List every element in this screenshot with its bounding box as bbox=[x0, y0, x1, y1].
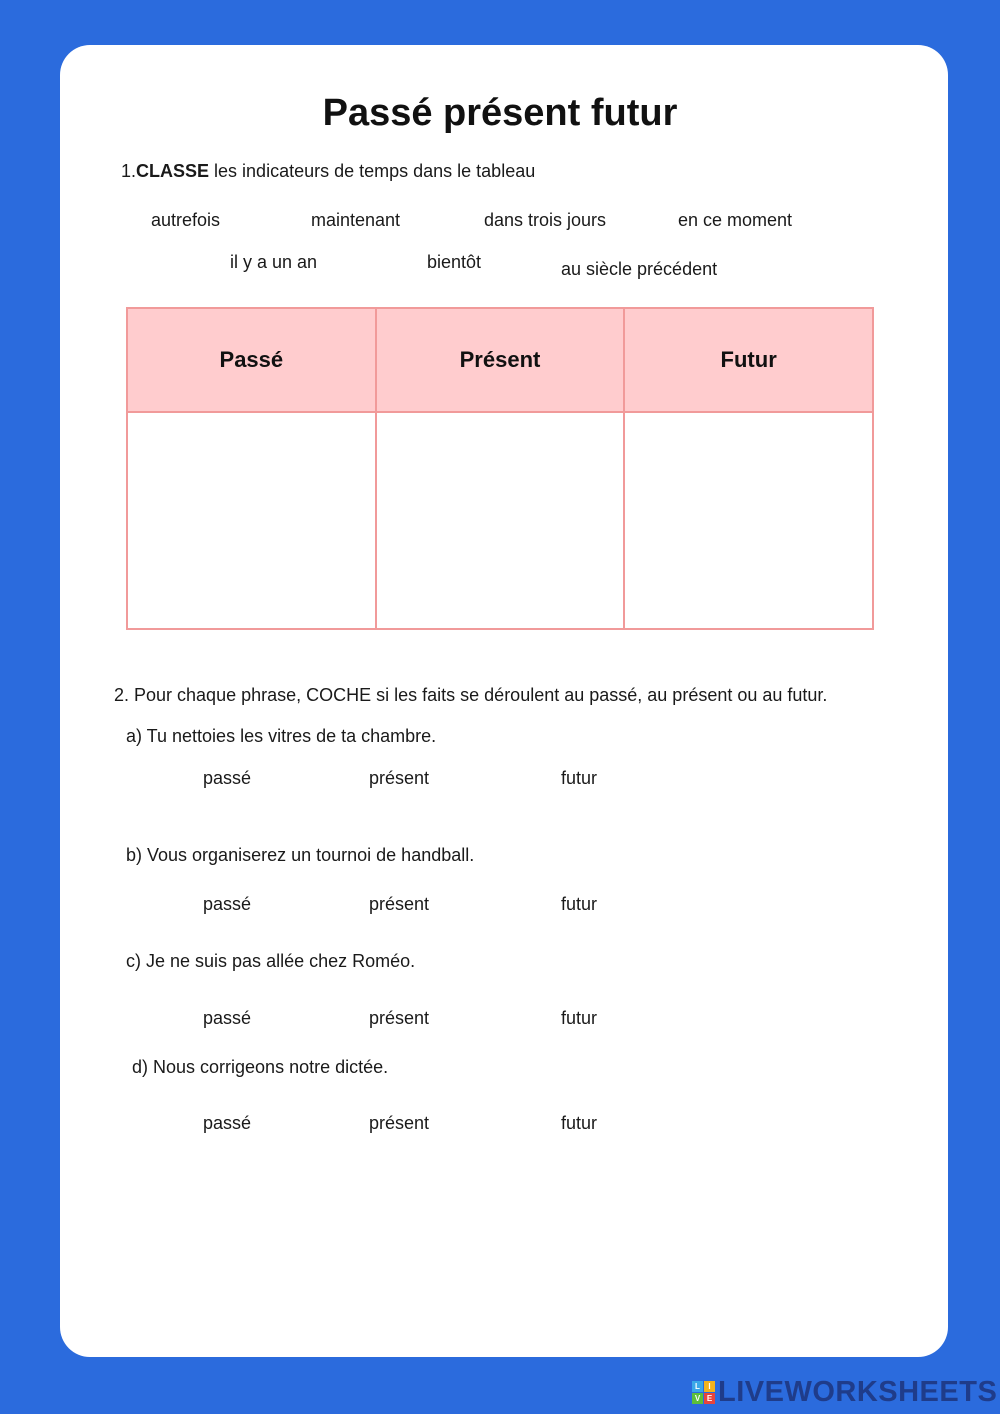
time-word-bientot[interactable]: bientôt bbox=[427, 252, 482, 272]
drop-zone-present[interactable] bbox=[376, 412, 625, 629]
time-word-en-ce-moment[interactable]: en ce moment bbox=[678, 210, 793, 230]
exercise-2-instruction: 2. Pour chaque phrase, COCHE si les faits se déroulent au passé, au présent ou au futur. bbox=[114, 685, 828, 705]
option-b-present[interactable]: présent bbox=[369, 894, 430, 914]
time-word-il-y-a-un-an[interactable]: il y a un an bbox=[230, 252, 318, 272]
liveworksheets-logo-icon bbox=[692, 1381, 715, 1404]
option-b-futur[interactable]: futur bbox=[561, 894, 598, 914]
exercise-1-text: les indicateurs de temps dans le tableau bbox=[209, 161, 536, 181]
option-d-present[interactable]: présent bbox=[369, 1113, 430, 1133]
classification-table bbox=[126, 307, 874, 630]
option-c-present[interactable]: présent bbox=[369, 1008, 430, 1028]
liveworksheets-logo bbox=[692, 1376, 997, 1409]
option-b-passe[interactable]: passé bbox=[203, 894, 252, 914]
option-c-passe[interactable]: passé bbox=[203, 1008, 252, 1028]
column-header-passe: Passé bbox=[127, 308, 376, 412]
sentence-d: d) Nous corrigeons notre dictée. bbox=[132, 1057, 389, 1077]
time-word-autrefois[interactable]: autrefois bbox=[151, 210, 221, 230]
sentence-b: b) Vous organiserez un tournoi de handball. bbox=[126, 845, 475, 865]
logo-letter-l: L bbox=[692, 1381, 703, 1392]
option-d-futur[interactable]: futur bbox=[561, 1113, 598, 1133]
option-a-passe[interactable]: passé bbox=[203, 768, 252, 788]
exercise-1-verb: CLASSE bbox=[136, 161, 210, 181]
sentence-c: c) Je ne suis pas allée chez Roméo. bbox=[126, 951, 416, 971]
option-c-futur[interactable]: futur bbox=[561, 1008, 598, 1028]
drop-zone-futur[interactable] bbox=[624, 412, 873, 629]
logo-letter-i: I bbox=[704, 1381, 715, 1392]
column-header-present: Présent bbox=[376, 308, 625, 412]
time-word-au-siecle-precedent[interactable]: au siècle précédent bbox=[561, 259, 718, 279]
exercise-1-number: 1. bbox=[121, 161, 137, 181]
option-d-passe[interactable]: passé bbox=[203, 1113, 252, 1133]
sentence-a: a) Tu nettoies les vitres de ta chambre. bbox=[126, 726, 437, 746]
option-a-present[interactable]: présent bbox=[369, 768, 430, 788]
time-word-maintenant[interactable]: maintenant bbox=[311, 210, 401, 230]
exercise-1-instruction bbox=[121, 161, 535, 182]
option-a-futur[interactable]: futur bbox=[561, 768, 598, 788]
logo-letter-e: E bbox=[704, 1393, 715, 1404]
logo-letter-v: V bbox=[692, 1393, 703, 1404]
page-title: Passé présent futur bbox=[322, 92, 678, 134]
time-word-dans-trois-jours[interactable]: dans trois jours bbox=[484, 210, 607, 230]
liveworksheets-brand-text: LIVEWORKSHEETS bbox=[718, 1376, 998, 1408]
column-header-futur: Futur bbox=[624, 308, 873, 412]
drop-zone-passe[interactable] bbox=[127, 412, 376, 629]
